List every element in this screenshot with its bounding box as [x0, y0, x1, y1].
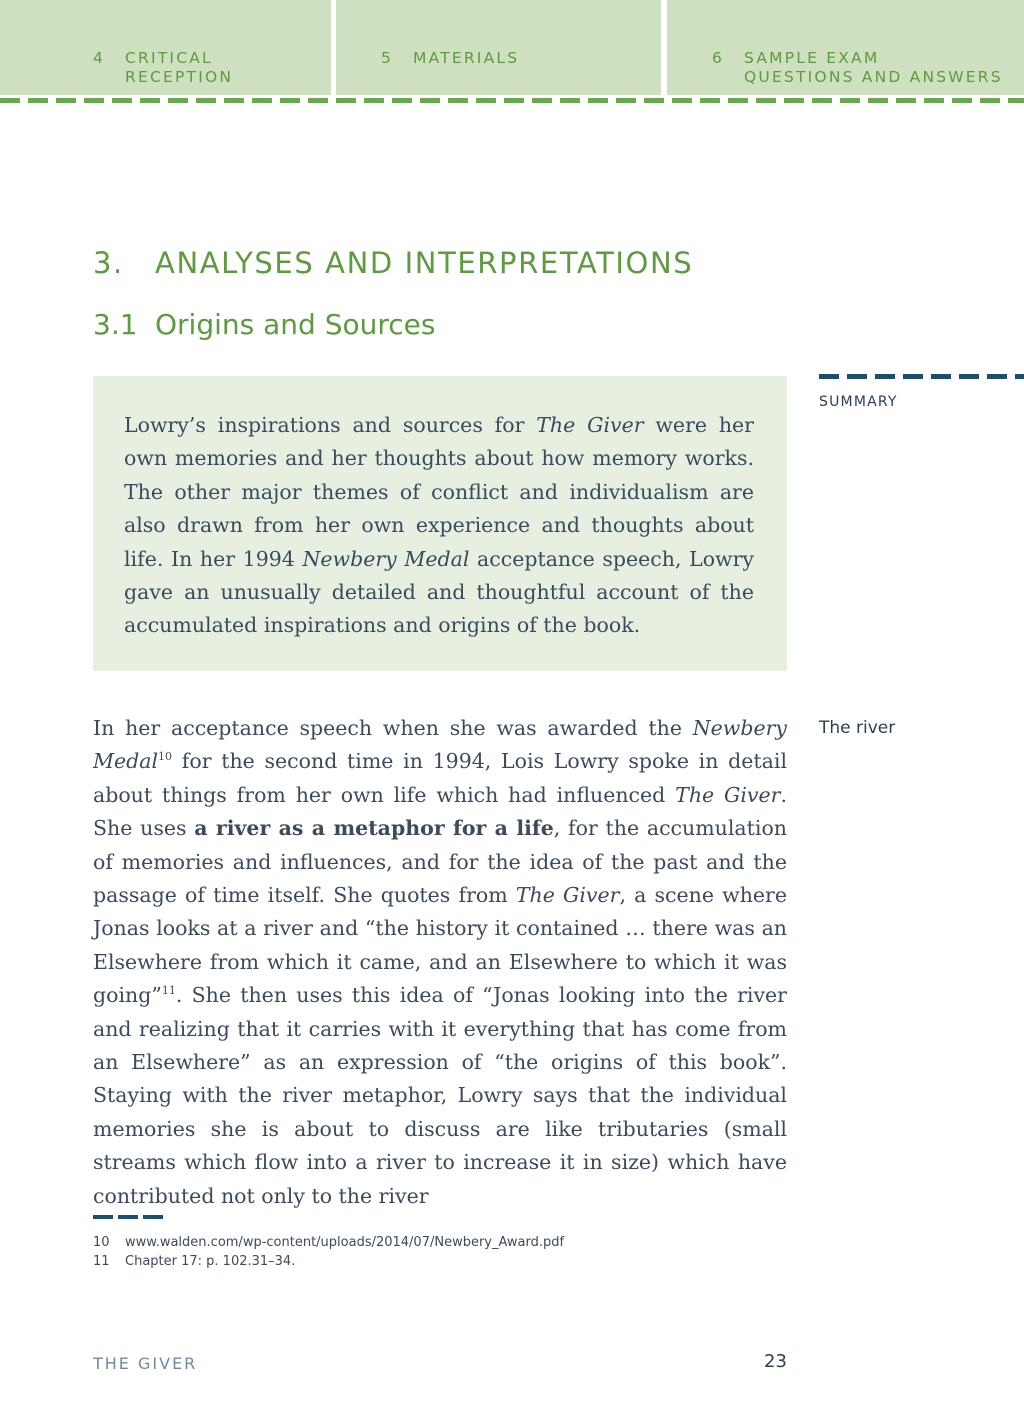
- chapter-heading: [93, 246, 693, 280]
- body-paragraph: In her acceptance speech when she was awarded the Newbery Medal$^{10}$ for the second time in 1994, Lois Lowry spoke in detail about things from her own life which had influenced The Giver. She uses a river as a metaphor for a life, for the accumulation of memories and influences, and for the idea of the past and the passage of time itself. She quotes from The Giver, a scene where Jonas looks at a river and “the history it contained … there was an Elsewhere from which it came, and an Elsewhere to which it was going”$^{11}$. She then uses this idea of “Jonas looking into the river and realizing that it carries with it everything that has come from an Elsewhere” as an expression of “the origins of this book”. Staying with the river metaphor, Lowry says that the individual memories she is about to discuss are like tributaries (small streams which flow into a river to increase it in size) which have contributed not only to the river: [93, 716, 787, 1208]
- tab-number: 5: [381, 49, 394, 67]
- tab-label: MATERIALS: [413, 49, 520, 67]
- footnote: [93, 1254, 295, 1269]
- footnote-number: 11: [93, 1254, 110, 1269]
- footnote-text: Chapter 17: p. 102.31–34.: [125, 1254, 296, 1269]
- summary-box: [93, 376, 787, 671]
- footnote-divider: [93, 1215, 163, 1219]
- section-heading: [93, 308, 435, 341]
- footnote: [93, 1235, 564, 1250]
- footnote-ref[interactable]: 10: [158, 750, 173, 764]
- summary-text: Lowry’s inspirations and sources for The Giver were her own memories and her thoughts about how memory works. The other major themes of conflict and individualism are also drawn from her own experience and thoughts about life. In her 1994 Newbery Medal acceptance speech, Lowry gave an unusually detailed and thoughtful account of the accumulated inspirations and origins of the book.: [124, 413, 754, 638]
- nav-tab-sample-exam[interactable]: [667, 0, 1024, 95]
- tab-number: 6: [712, 49, 725, 67]
- book-title: THE GIVER: [93, 1354, 198, 1373]
- page-number: 23: [764, 1351, 787, 1372]
- margin-note: The river: [819, 718, 896, 738]
- tab-label: SAMPLE EXAM QUESTIONS AND ANSWERS: [744, 49, 1003, 86]
- footnote-number: 10: [93, 1235, 110, 1250]
- chapter-number: 3.: [93, 246, 124, 280]
- tab-label: CRITICAL RECEPTION: [125, 49, 234, 86]
- summary-label: SUMMARY: [819, 394, 898, 410]
- margin-divider: [819, 374, 1024, 379]
- nav-tab-materials[interactable]: [336, 0, 661, 95]
- nav-divider: [0, 98, 1024, 103]
- footnote-text: www.walden.com/wp-content/uploads/2014/07/Newbery_Award.pdf: [125, 1235, 565, 1250]
- section-title: Origins and Sources: [155, 308, 436, 341]
- tab-number: 4: [93, 49, 106, 67]
- footnote-ref[interactable]: 11: [161, 984, 176, 998]
- nav-tab-critical-reception[interactable]: [0, 0, 331, 95]
- chapter-title: ANALYSES AND INTERPRETATIONS: [155, 246, 694, 280]
- section-number: 3.1: [93, 308, 138, 341]
